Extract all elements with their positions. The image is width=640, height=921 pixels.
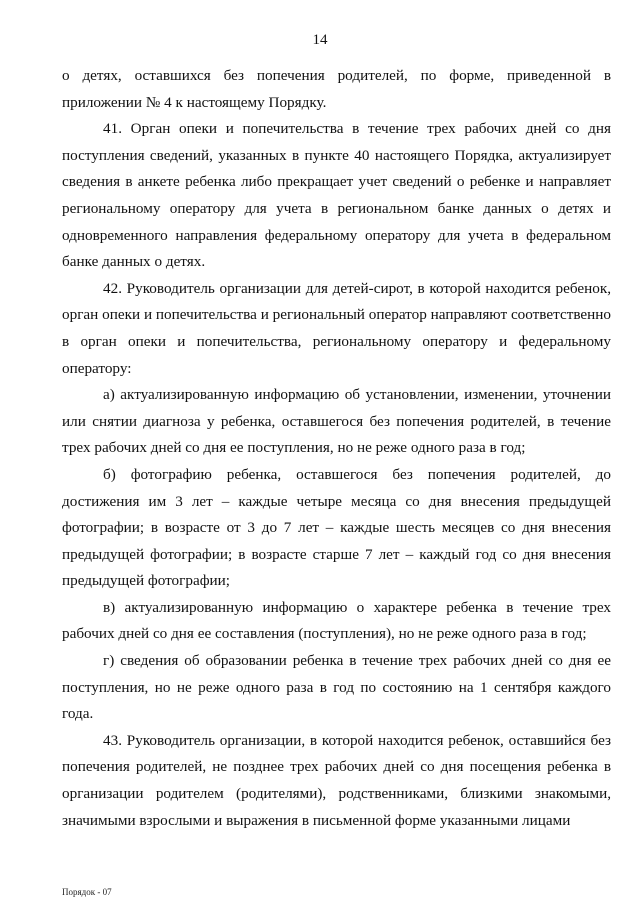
paragraph-43: 43. Руководитель организации, в которой находится ребенок, оставшийся без попечения родителей, не позднее трех рабочих дней со дня посещения ребенка в организации родителем (родителями), родственниками, близкими знакомыми, значимыми взрослыми и выражения в письменной форме указанными лицами xyxy=(62,731,611,829)
document-body xyxy=(62,63,611,834)
paragraph-continuation: о детях, оставшихся без попечения родителей, по форме, приведенной в приложении № 4 к настоящему Порядку. xyxy=(62,67,611,111)
paragraph-42-b: б) фотографию ребенка, оставшегося без попечения родителей, до достижения им 3 лет – каждые четыре месяца со дня внесения предыдущей фотографии; в возрасте от 3 до 7 лет – каждые шесть месяцев со дня внесения предыдущей фотографии; в возрасте старше 7 лет – каждый год со дня внесения предыдущей фотографии; xyxy=(62,465,611,590)
paragraph-42: 42. Руководитель организации для детей-сирот, в которой находится ребенок, орган опеки и попечительства и региональный оператор направляют соответственно в орган опеки и попечительства, региональному оператору и федеральному оператору: xyxy=(62,279,611,377)
paragraph-42-a: а) актуализированную информацию об установлении, изменении, уточнении или снятии диагноза у ребенка, оставшегося без попечения родителей, в течение трех рабочих дней со дня ее поступления, но не реже одного раза в год; xyxy=(62,386,611,457)
paragraph-41: 41. Орган опеки и попечительства в течение трех рабочих дней со дня поступления сведений, указанных в пункте 40 настоящего Порядка, актуализирует сведения в анкете ребенка либо прекращает учет сведений о ребенке и направляет региональному оператору для учета в региональном банке данных о детях и одновременного направления федеральному оператору для учета в федеральном банке данных о детях. xyxy=(62,120,611,271)
document-footer: Порядок - 07 xyxy=(62,887,112,897)
paragraph-42-v: в) актуализированную информацию о характере ребенка в течение трех рабочих дней со дня ее составления (поступления), но не реже одного раза в год; xyxy=(62,598,611,643)
page-number: 14 xyxy=(312,32,328,48)
paragraph-42-g: г) сведения об образовании ребенка в течение трех рабочих дней со дня ее поступления, но не реже одного раза в год по состоянию на 1 сентября каждого года. xyxy=(62,652,611,723)
